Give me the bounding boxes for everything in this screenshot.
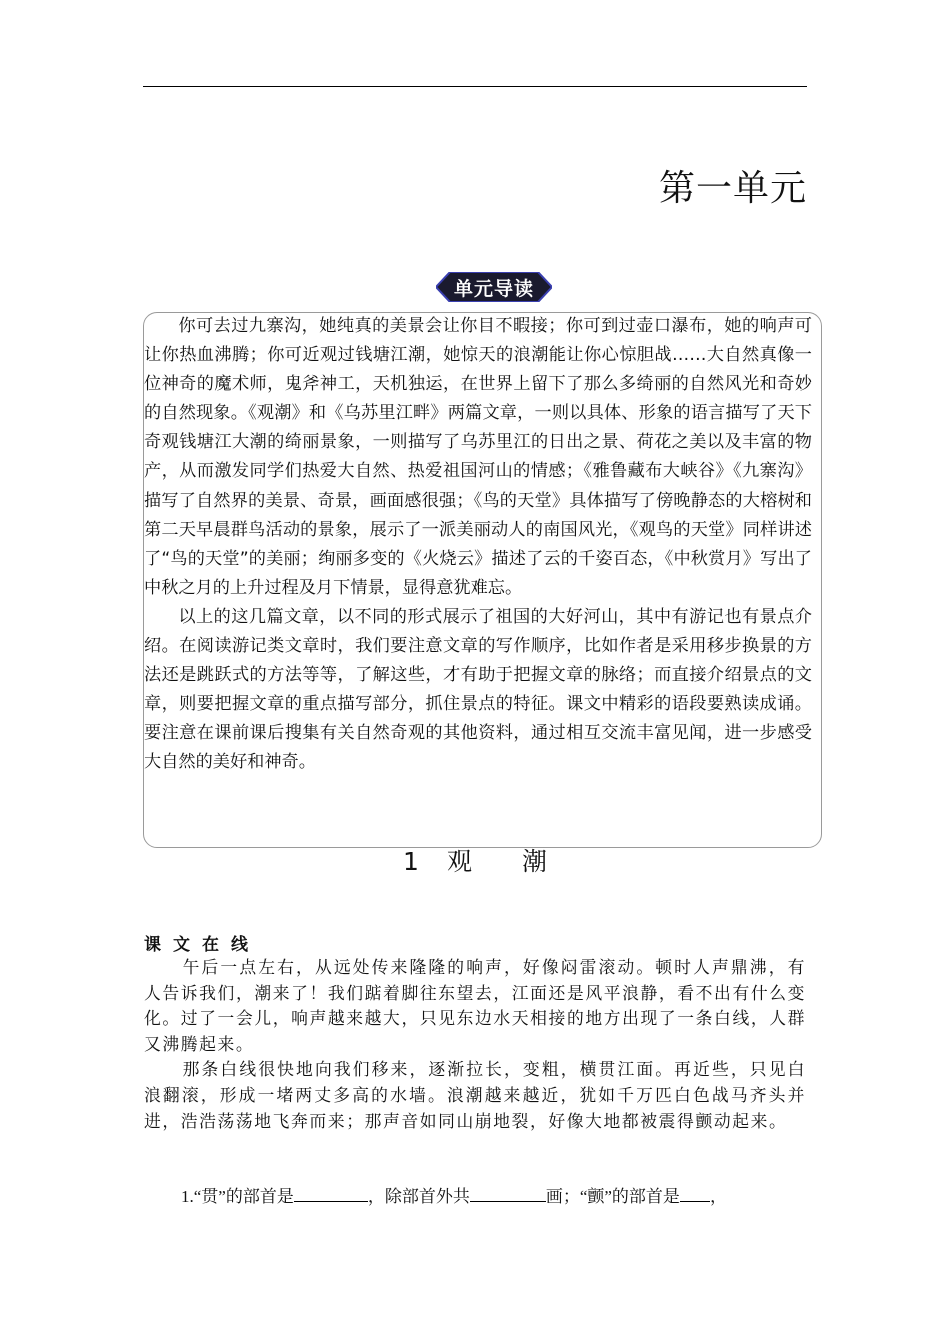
- unit-title: 第一单元: [658, 168, 807, 209]
- question-1: [181, 1182, 727, 1207]
- lesson-title-char-1: 观: [446, 847, 472, 876]
- answer-blank-strokes[interactable]: [470, 1185, 546, 1202]
- lesson-paragraph: 那条白线很快地向我们移来，逐渐拉长，变粗，横贯江面。再近些，只见白浪翻滚，形成一堵两丈多高的水墙。浪潮越来越近，犹如千万匹白色战马齐头并进，浩浩荡荡地飞奔而来；那声音如同山崩地裂，好像大地都被震得颤动起来。: [144, 1059, 806, 1131]
- question-text: ，: [709, 1187, 727, 1206]
- unit-guide-text: [144, 312, 812, 778]
- section-heading: 课文在线: [144, 935, 260, 955]
- intro-paragraph: 你可去过九寨沟，她纯真的美景会让你目不暇接；你可到过壶口瀑布，她的响声可让你热血沸腾；你可近观过钱塘江潮，她惊天的浪潮能让你心惊胆战……大自然真像一位神奇的魔术师，鬼斧神工，天机独运，在世界上留下了那么多绮丽的自然风光和奇妙的自然现象。《观潮》和《乌苏里江畔》两篇文章，一则以具体、形象的语言描写了天下奇观钱塘江大潮的绮丽景象，一则描写了乌苏里江的日出之景、荷花之美以及丰富的物产，从而激发同学们热爱大自然、热爱祖国河山的情感；《雅鲁藏布大峡谷》《九寨沟》描写了自然界的美景、奇景，画面感很强；《鸟的天堂》具体描写了傍晚静态的大榕树和第二天早晨群鸟活动的景象，展示了一派美丽动人的南国风光，《观鸟的天堂》同样讲述了“鸟的天堂”的美丽；绚丽多变的《火烧云》描述了云的千姿百态，《中秋赏月》写出了中秋之月的上升过程及月下情景，显得意犹难忘。: [144, 316, 812, 598]
- unit-guide-label: 单元导读: [453, 277, 534, 300]
- lesson-number: 1: [403, 847, 419, 876]
- lesson-text: [144, 955, 806, 1134]
- answer-blank-radical[interactable]: [294, 1185, 368, 1202]
- question-text: ，除部首外共: [367, 1187, 470, 1206]
- header-rule: [143, 86, 807, 87]
- lesson-title-char-2: 潮: [521, 847, 547, 876]
- question-text: 1.“贯”的部首是: [181, 1187, 294, 1206]
- lesson-title: [0, 842, 950, 878]
- question-text: 画；“颤”的部首是: [545, 1187, 680, 1206]
- intro-paragraph: 以上的这几篇文章，以不同的形式展示了祖国的大好河山，其中有游记也有景点介绍。在阅读游记类文章时，我们要注意文章的写作顺序，比如作者是采用移步换景的方法还是跳跃式的方法等等，了解这些，才有助于把握文章的脉络；而直接介绍景点的文章，则要把握文章的重点描写部分，抓住景点的特征。课文中精彩的语段要熟读成诵。要注意在课前课后搜集有关自然奇观的其他资料，通过相互交流丰富见闻，进一步感受大自然的美好和神奇。: [144, 606, 812, 773]
- answer-blank-radical-2[interactable]: [680, 1185, 710, 1202]
- lesson-paragraph: 午后一点左右，从远处传来隆隆的响声，好像闷雷滚动。顿时人声鼎沸，有人告诉我们，潮来了！我们踮着脚往东望去，江面还是风平浪静，看不出有什么变化。过了一会儿，响声越来越大，只见东边水天相接的地方出现了一条白线，人群又沸腾起来。: [144, 957, 806, 1054]
- unit-guide-badge: [436, 272, 552, 302]
